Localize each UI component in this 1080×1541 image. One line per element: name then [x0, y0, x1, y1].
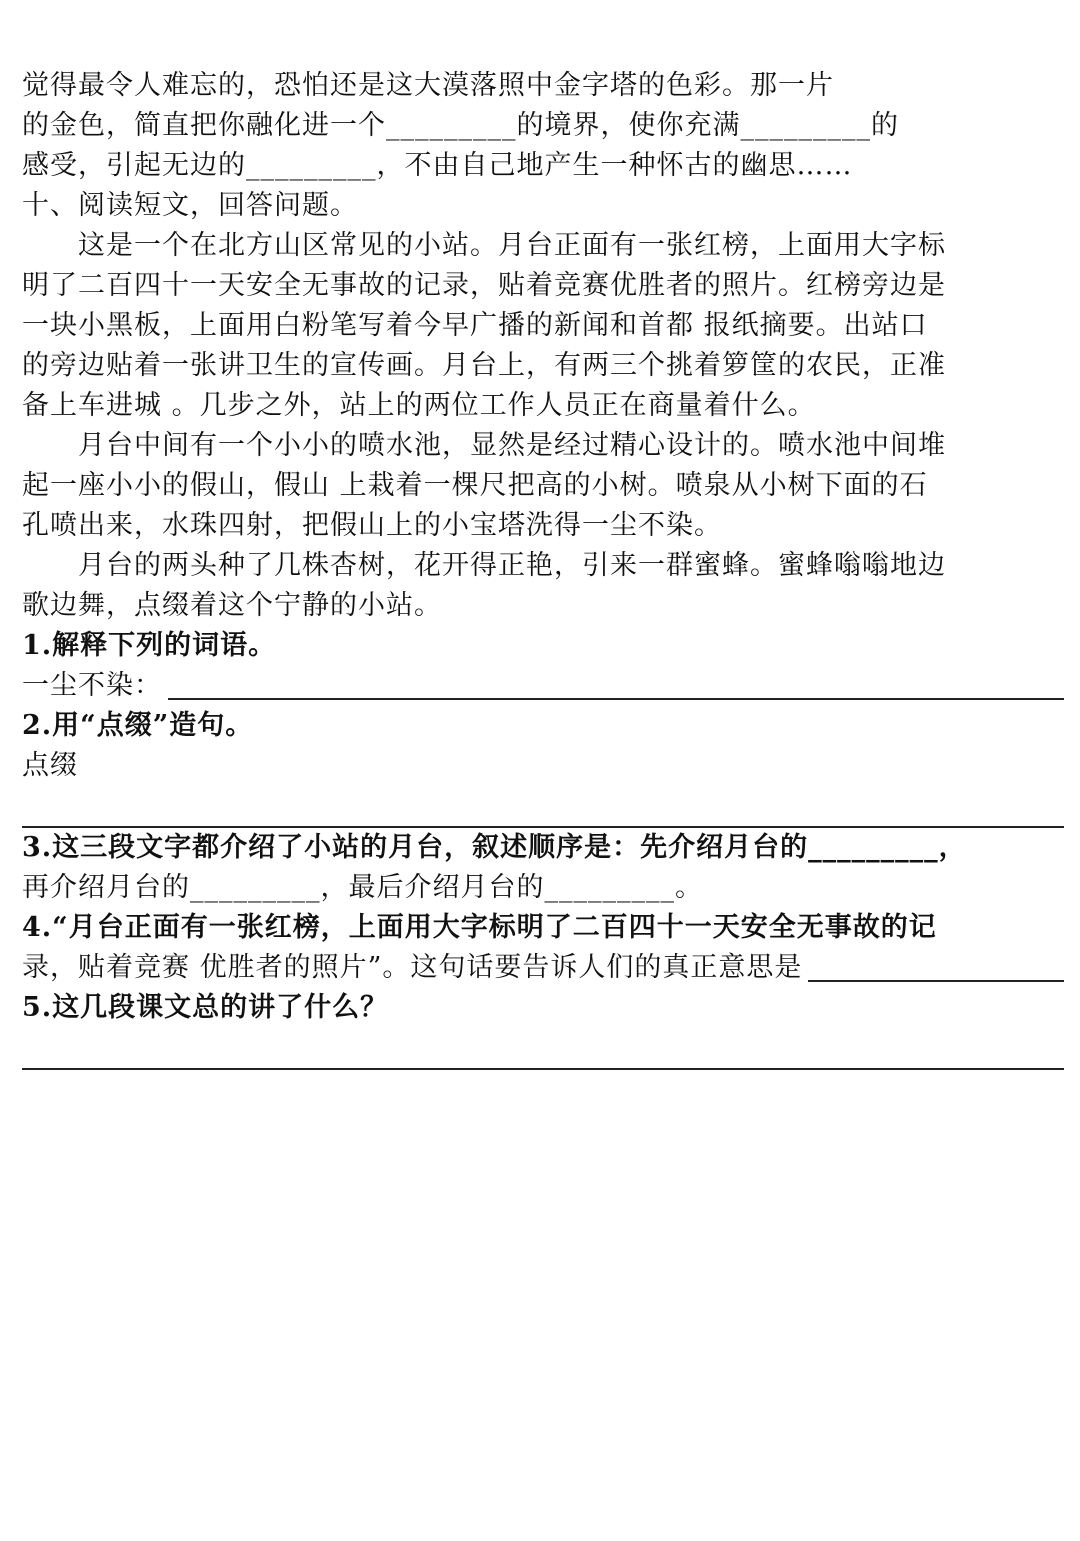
paragraph-1-line-2: 明了二百四十一天安全无事故的记录，贴着竞赛优胜者的照片。红榜旁边是 [22, 270, 946, 301]
paragraph-2-line-1: 月台中间有一个小小的喷水池，显然是经过精心设计的。喷水池中间堆 [78, 430, 946, 461]
paragraph-2-line-2: 起一座小小的假山，假山 上栽着一棵尺把高的小树。喷泉从小树下面的石 [22, 470, 928, 501]
worksheet-page [22, 66, 1064, 1070]
question-1: 1.解释下列的词语。 [22, 630, 277, 661]
paragraph-3-line-2: 歌边舞，点缀着这个宁静的小站。 [22, 590, 442, 621]
paragraph-1-line-3: 一块小黑板，上面用白粉笔写着今早广播的新闻和首都 报纸摘要。出站口 [22, 310, 928, 341]
question-4-line-1: 4.“月台正面有一张红榜，上面用大字标明了二百四十一天安全无事故的记 [22, 912, 937, 943]
passage-tail-line-3: 感受，引起无边的_________，不由自己地产生一种怀古的幽思…… [22, 150, 853, 181]
paragraph-1-line-1: 这是一个在北方山区常见的小站。月台正面有一张红榜，上面用大字标 [78, 230, 946, 261]
question-4-line-2: 录，贴着竞赛 优胜者的照片”。这句话要告诉人们的真正意思是 [22, 952, 803, 983]
passage-tail-line-1: 觉得最令人难忘的，恐怕还是这大漠落照中金字塔的色彩。那一片 [22, 70, 834, 101]
question-4-answer-line[interactable] [808, 952, 1064, 982]
passage-tail-line-2: 的金色，简直把你融化进一个_________的境界，使你充满_________的 [22, 110, 899, 141]
question-5: 5.这几段课文总的讲了什么？ [22, 992, 389, 1023]
question-3-line-1: 3.这三段文字都介绍了小站的月台，叙述顺序是：先介绍月台的_________， [22, 832, 967, 863]
question-5-answer-line[interactable] [22, 1068, 1064, 1070]
paragraph-3-line-1: 月台的两头种了几株杏树，花开得正艳，引来一群蜜蜂。蜜蜂嗡嗡地边 [78, 550, 946, 581]
question-2: 2.用“点缀”造句。 [22, 710, 254, 741]
question-2-word: 点缀 [22, 750, 78, 781]
paragraph-2-line-3: 孔喷出来，水珠四射，把假山上的小宝塔洗得一尘不染。 [22, 510, 722, 541]
question-2-answer-space [22, 786, 1064, 820]
question-4-line-2-row [22, 948, 1064, 988]
paragraph-1-line-4: 的旁边贴着一张讲卫生的宣传画。月台上，有两三个挑着箩筐的农民，正准 [22, 350, 946, 381]
section-ten-heading: 十、阅读短文，回答问题。 [22, 190, 358, 221]
question-5-answer-space [22, 1028, 1064, 1062]
question-1-answer-line[interactable] [168, 670, 1064, 700]
question-1-answer-row [22, 666, 1064, 706]
paragraph-1-line-5: 备上车进城 。几步之外，站上的两位工作人员正在商量着什么。 [22, 390, 816, 421]
question-3-line-2: 再介绍月台的_________，最后介绍月台的_________。 [22, 872, 703, 903]
question-1-term: 一尘不染： [22, 670, 162, 701]
